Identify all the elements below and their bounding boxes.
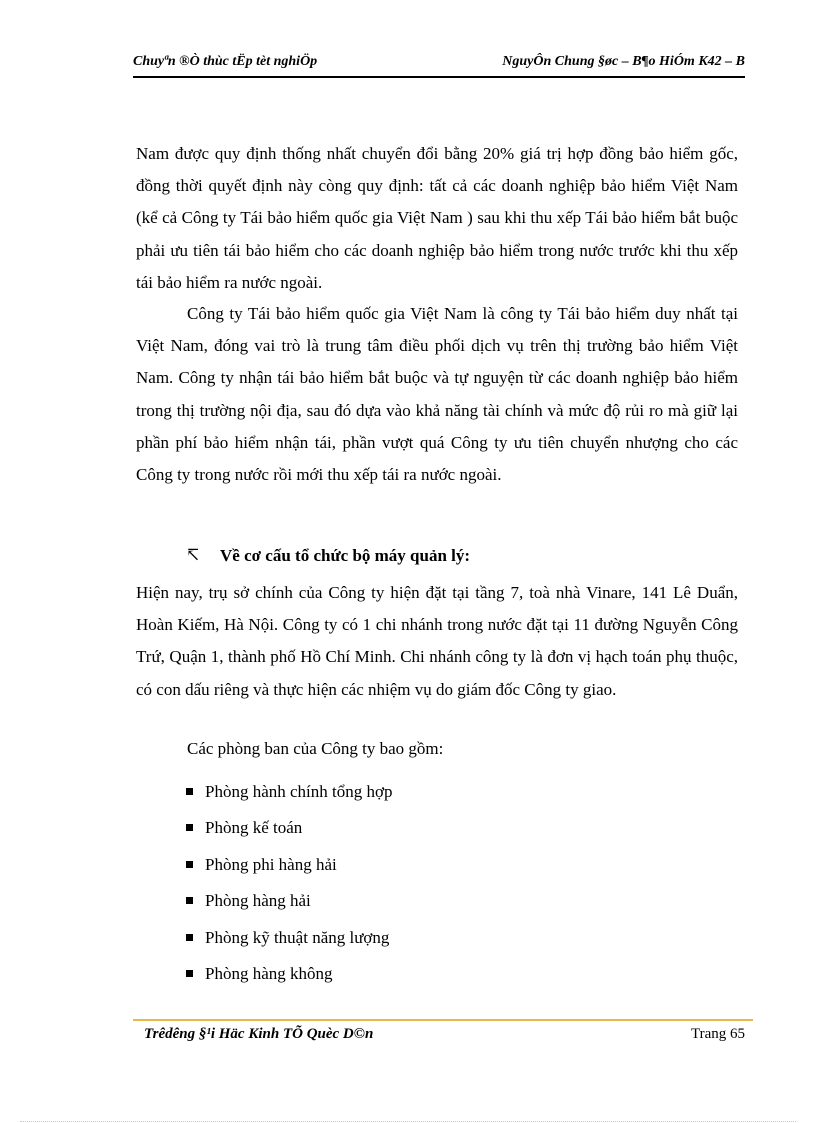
list-item [186,774,392,810]
section-heading [186,546,470,566]
header-right-author: NguyÔn Chung §øc – B¶o HiÓm K42 – B [502,54,745,69]
footer-university: Trêdêng §¹i Häc Kinh TÕ Quèc D©n [144,1026,374,1042]
list-item-text: Phòng hành chính tổng hợp [205,782,393,801]
square-bullet-icon [186,934,193,941]
paragraph-2: Công ty Tái bảo hiểm quốc gia Việt Nam là công ty Tái bảo hiểm duy nhất tại Việt Nam, đóng vai trò là trung tâm điều phối dịch vụ trên thị trường bảo hiểm Việt Nam. Công ty nhận tái bảo hiểm bắt buộc và tự nguyện từ các doanh nghiệp bảo hiểm trong thị trường nội địa, sau đó dựa vào khả năng tài chính và mức độ rủi ro mà giữ lại phần phí bảo hiểm nhận tái, phần vượt quá Công ty ưu tiên chuyển nhượng cho các Công ty trong nước rồi mới thu xếp tái ra nước ngoài. [136,304,738,485]
page-header [133,52,745,76]
list-item-text: Phòng phi hàng hải [205,854,337,874]
list-item-text: Phòng kỹ thuật năng lượng [205,927,390,947]
square-bullet-icon [186,970,193,977]
list-item-text: Phòng hàng không [205,963,333,983]
page-number: Trang 65 [690,1026,745,1042]
paragraph-3: Hiện nay, trụ sở chính của Công ty hiện đặt tại tầng 7, toà nhà Vinare, 141 Lê Duẩn, Hoàn Kiếm, Hà Nội. Công ty có 1 chi nhánh trong nước đặt tại 11 đường Nguyễn Công Trứ, Quận 1, thành phố Hồ Chí Minh. Chi nhánh công ty là đơn vị hạch toán phụ thuộc, có con dấu riêng và thực hiện các nhiệm vụ do giám đốc Công ty giao. [136,583,738,699]
square-bullet-icon [186,788,193,795]
square-bullet-icon [186,824,193,831]
list-item [186,920,392,956]
list-item-text: Phòng kế toán [205,818,303,838]
list-item [186,810,392,846]
paragraph-1: Nam được quy định thống nhất chuyển đổi bằng 20% giá trị hợp đồng bảo hiểm gốc, đồng thời quyết định này còng quy định: tất cả các doanh nghiệp bảo hiểm Việt Nam (kể cả Công ty Tái bảo hiểm quốc gia Việt Nam ) sau khi thu xếp Tái bảo hiểm bắt buộc phải ưu tiên tái bảo hiểm cho các doanh nghiệp bảo hiểm trong nước trước khi thu xếp tái bảo hiểm ra nước ngoài. [136,144,738,292]
square-bullet-icon [186,897,193,904]
square-bullet-icon [186,861,193,868]
header-left-title: Chuyªn ®Ò thùc tËp tèt nghiÖp [133,54,318,69]
list-item [186,847,392,883]
page-footer [133,1024,745,1048]
list-item-text: Phòng hàng hải [205,891,311,911]
list-item [186,883,392,919]
footer-divider [133,1019,753,1021]
list-item [186,956,392,992]
page-bottom-dotted-edge [20,1121,796,1122]
header-divider [133,76,745,78]
departments-intro: Các phòng ban của Công ty bao gồm: [187,739,444,758]
departments-list [186,774,392,992]
arrow-northwest-icon: ↸ [186,546,201,565]
section-heading-text: Về cơ cấu tổ chức bộ máy quản lý: [220,546,471,565]
